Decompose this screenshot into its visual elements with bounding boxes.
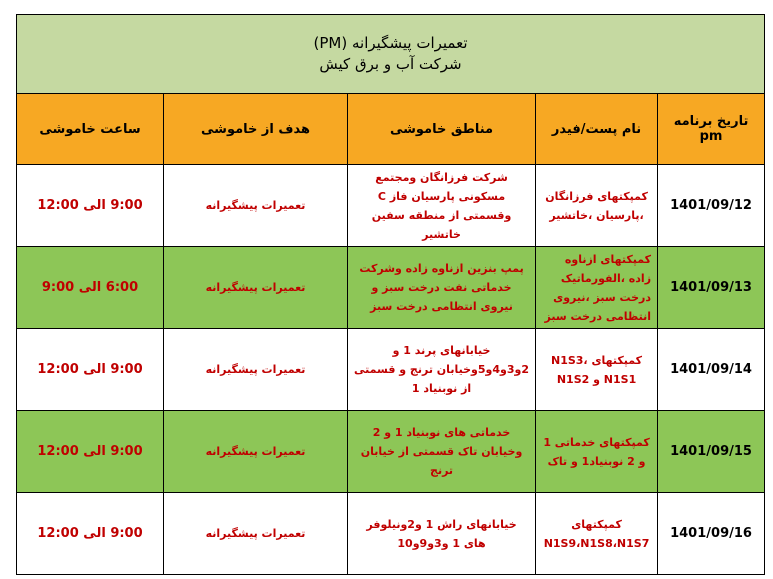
row-time: 9:00 الی 12:00 (17, 165, 164, 247)
row-post: کمپکتهای N1S3، N1S1 و N1S2 (536, 329, 658, 411)
row-areas: شرکت فرزانگان ومجتمع مسکونی پارسیان فاز C وقسمتی از منطقه سفین خاتشیر (348, 165, 536, 247)
table-row (17, 493, 765, 575)
row-areas: خدماتی های نوبنیاد 1 و 2 وخیابان تاک قسمتی از خیابان ترنج (348, 411, 536, 493)
row-date: 1401/09/12 (658, 165, 765, 247)
table-row (17, 411, 765, 493)
title-line-1: تعمیرات پیشگیرانه (PM) (313, 34, 468, 52)
table-row (17, 165, 765, 247)
pm-schedule-table (16, 14, 765, 575)
row-post: کمپکتهای خدماتی 1 و 2 نوبنیاد1 و تاک (536, 411, 658, 493)
row-date: 1401/09/16 (658, 493, 765, 575)
row-goal: تعمیرات پیشگیرانه (164, 165, 348, 247)
row-post: کمپکتهای فرزانگان ،پارسیان ،خاتشیر (536, 165, 658, 247)
row-date: 1401/09/15 (658, 411, 765, 493)
row-time: 9:00 الی 12:00 (17, 411, 164, 493)
table-row (17, 247, 765, 329)
header-post: نام پست/فیدر (536, 94, 658, 165)
row-goal: تعمیرات پیشگیرانه (164, 411, 348, 493)
header-row (17, 94, 765, 165)
row-areas: پمپ بنزین ازناوه زاده وشرکت خدماتی نفت درخت سبز و نیروی انتظامی درخت سبز (348, 247, 536, 329)
row-time: 9:00 الی 12:00 (17, 493, 164, 575)
header-areas: مناطق خاموشی (348, 94, 536, 165)
row-areas: خیابانهای پرند 1 و 2و3و4و5وخیابان ترنج و قسمتی از نوبنیاد 1 (348, 329, 536, 411)
row-date: 1401/09/13 (658, 247, 765, 329)
header-time: ساعت خاموشی (17, 94, 164, 165)
row-time: 6:00 الی 9:00 (17, 247, 164, 329)
row-post: کمپکتهای N1S9،N1S8،N1S7 (536, 493, 658, 575)
title-line-2: شرکت آب و برق کیش (319, 55, 462, 73)
row-goal: تعمیرات پیشگیرانه (164, 493, 348, 575)
row-goal: تعمیرات پیشگیرانه (164, 329, 348, 411)
row-goal: تعمیرات پیشگیرانه (164, 247, 348, 329)
table-title (17, 15, 765, 94)
row-time: 9:00 الی 12:00 (17, 329, 164, 411)
row-date: 1401/09/14 (658, 329, 765, 411)
table-row (17, 329, 765, 411)
header-date: تاریخ برنامه pm (658, 94, 765, 165)
header-goal: هدف از خاموشی (164, 94, 348, 165)
row-post: کمپکتهای ازناوه زاده ،الفورماتیک درخت سبز ،نیروی انتظامی درخت سبز (536, 247, 658, 329)
row-areas: خیابانهای راش 1 و2ونیلوفر های 1 و3و9و10 (348, 493, 536, 575)
